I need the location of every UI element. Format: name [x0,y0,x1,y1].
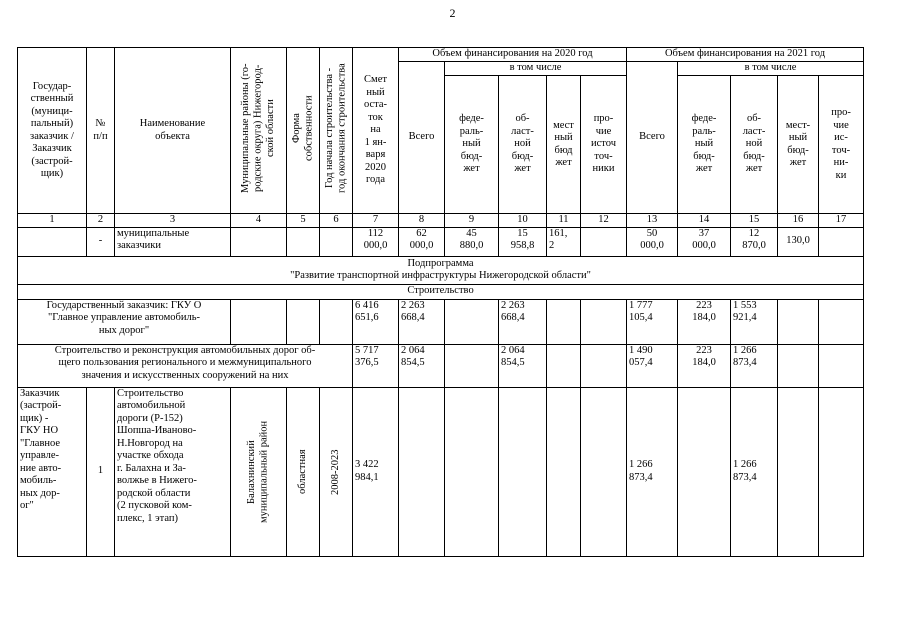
header-fin2020: Объем финансирования на 2020 год [399,48,627,62]
header-total-2021: Всего [627,62,678,214]
cell-customer: Заказчик (застрой- щик) - ГКУ НО "Главное управле- ние авто- мобиль- ных дор- ог" [18,387,87,556]
cell-regional-2021: 1 266 873,4 [731,344,778,387]
cell [581,227,627,256]
cell-estimate: 6 416 651,6 [353,299,399,344]
header-fin2021: Объем финансирования на 2021 год [627,48,864,62]
cell [445,344,499,387]
header-total-2020: Всего [399,62,445,214]
subprogram-row [18,256,864,284]
cell-federal-2021: 37 000,0 [678,227,731,256]
cell-regional-2020: 2 064 854,5 [499,344,547,387]
cell-years [320,387,353,556]
col-num: 11 [547,214,581,228]
header-row-1 [18,48,864,62]
cell-federal-2021: 223 184,0 [678,299,731,344]
cell-ownership-text: областная [296,449,308,494]
cell [547,387,581,556]
cell-num: - [87,227,115,256]
col-num: 14 [678,214,731,228]
cell-total-2021: 50 000,0 [627,227,678,256]
cell [547,344,581,387]
cell [819,344,864,387]
cell-regional-2021: 12 870,0 [731,227,778,256]
cell-estimate: 5 717 376,5 [353,344,399,387]
col-num: 13 [627,214,678,228]
header-estimate: Смет ный оста- ток на 1 ян- варя 2020 года [353,48,399,214]
cell-total-2020: 2 064 854,5 [399,344,445,387]
column-number-row [18,214,864,228]
cell [581,299,627,344]
cell [778,387,819,556]
cell-regional-2021: 1 266 873,4 [731,387,778,556]
cell-num: 1 [87,387,115,556]
financing-table [17,47,864,557]
cell [445,299,499,344]
cell [778,344,819,387]
cell-estimate: 112 000,0 [353,227,399,256]
col-num: 10 [499,214,547,228]
header-regional-2020: об- ласт- ной бюд- жет [499,76,547,214]
cell-total-2021: 1 266 873,4 [627,387,678,556]
col-num: 8 [399,214,445,228]
cell-years-text: 2008-2023 [329,448,341,495]
header-ownership [287,48,320,214]
cell-name: Государственный заказчик: ГКУ О "Главное управление автомобиль- ных дорог" [18,299,231,344]
cell [320,227,353,256]
cell [581,387,627,556]
cell [18,227,87,256]
cell-name: муниципальные заказчики [115,227,231,256]
cell-regional-2020: 15 958,8 [499,227,547,256]
page-number: 2 [449,6,456,20]
cell [231,299,287,344]
cell-district-text: Балахнинский муниципальный район [246,420,270,523]
col-num: 4 [231,214,287,228]
col-num: 15 [731,214,778,228]
header-object-name: Наименование объекта [115,48,231,214]
cell-regional-2021: 1 553 921,4 [731,299,778,344]
cell [819,387,864,556]
cell [399,387,445,556]
cell-name: Строительство автомобильной дороги (Р-152) Шопша-Иваново- Н.Новгород на участке обхода г. Балахна и За- волжье в Нижего- родской области (2 пусковой ком- плекс, 1 этап) [115,387,231,556]
header-municipal [231,48,287,214]
cell-total-2020: 62 000,0 [399,227,445,256]
col-num: 2 [87,214,115,228]
header-years-text: Год начала строительства - год окончания строительства [323,63,347,193]
header-customer: Государ- ственный (муници- пальный) заказчик / Заказчик (застрой- щик) [18,48,87,214]
cell-total-2021: 1 490 057,4 [627,344,678,387]
header-including-2021: в том числе [678,62,864,76]
header-ownership-text: Форма собственности [290,95,314,161]
header-other-2021: про- чие ис- точ- ни- ки [819,76,864,214]
header-including-2020: в том числе [445,62,627,76]
table-row-municipal [18,227,864,256]
col-num: 1 [18,214,87,228]
cell-name: Строительство и реконструкция автомобильных дорог об- щего пользования регионального и межмуниципального значения и искусственных сооружений на них [18,344,353,387]
cell-ownership [287,387,320,556]
cell-estimate: 3 422 984,1 [353,387,399,556]
header-local-2020: мест ный бюд жет [547,76,581,214]
cell-total-2020: 2 263 668,4 [399,299,445,344]
subprogram-title: Подпрограмма "Развитие транспортной инфраструктуры Нижегородской области" [18,256,864,284]
cell [819,299,864,344]
cell [499,387,547,556]
cell-local-2021: 130,0 [778,227,819,256]
cell [320,299,353,344]
header-other-2020: про- чие источ точ- ники [581,76,627,214]
col-num: 9 [445,214,499,228]
cell [231,227,287,256]
header-municipal-text: Муниципальные районы (го- родские округа) Нижегород- ской области [239,63,276,193]
table-row-object-1 [18,387,864,556]
cell-total-2021: 1 777 105,4 [627,299,678,344]
table-row-state-customer [18,299,864,344]
header-regional-2021: об- ласт- ной бюд- жет [731,76,778,214]
cell-regional-2020: 2 263 668,4 [499,299,547,344]
col-num: 12 [581,214,627,228]
cell-district [231,387,287,556]
col-num: 7 [353,214,399,228]
col-num: 3 [115,214,231,228]
construction-title: Строительство [18,284,864,299]
cell [287,227,320,256]
col-num: 16 [778,214,819,228]
header-local-2021: мест- ный бюд- жет [778,76,819,214]
col-num: 17 [819,214,864,228]
cell [819,227,864,256]
cell-federal-2021: 223 184,0 [678,344,731,387]
col-num: 5 [287,214,320,228]
construction-row [18,284,864,299]
header-federal-2020: феде- раль- ный бюд- жет [445,76,499,214]
header-num: № п/п [87,48,115,214]
col-num: 6 [320,214,353,228]
header-federal-2021: феде- раль- ный бюд- жет [678,76,731,214]
table-row-reconstruction [18,344,864,387]
cell [445,387,499,556]
cell [547,299,581,344]
cell [778,299,819,344]
cell-local-2020: 161, 2 [547,227,581,256]
cell-federal-2020: 45 880,0 [445,227,499,256]
cell [581,344,627,387]
header-years [320,48,353,214]
cell [287,299,320,344]
cell [678,387,731,556]
